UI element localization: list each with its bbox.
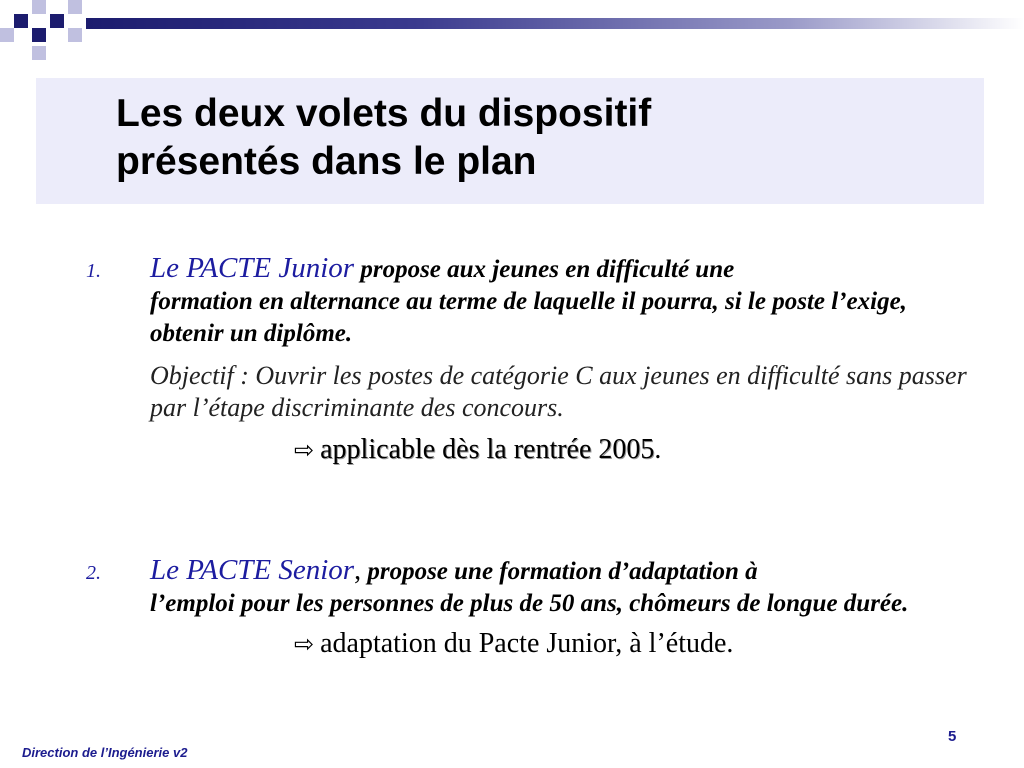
list-number: 2.	[86, 562, 101, 584]
slide-title-line-2: présentés dans le plan	[116, 140, 537, 183]
item-note-text: applicable dès la rentrée 2005	[320, 434, 655, 465]
item-note-text: adaptation du Pacte Junior, à l’étude.	[320, 628, 734, 659]
decor-square-7	[68, 28, 82, 42]
right-arrow-icon: ⇨	[294, 632, 315, 658]
decor-square-8	[32, 46, 46, 60]
right-arrow-icon: ⇨	[294, 438, 315, 464]
item-note	[294, 628, 980, 660]
page-number: 5	[948, 728, 957, 745]
item-desc-rest: l’emploi pour les personnes de plus de 50 ans, chômeurs de longue durée.	[150, 590, 909, 617]
item-desc-first: propose aux jeunes en difficulté une	[354, 256, 735, 283]
decor-square-2	[32, 0, 46, 14]
item-objective: Objectif : Ouvrir les postes de catégorie C aux jeunes en difficulté sans passer par l’étape discriminante des concours.	[150, 361, 967, 422]
decor-gradient-bar	[86, 18, 1024, 29]
item-note	[294, 434, 980, 466]
decor-square-1	[14, 14, 28, 28]
list-item-body	[150, 252, 980, 466]
decor-square-4	[68, 0, 82, 14]
item-lead: Le PACTE Junior	[150, 252, 355, 284]
item-lead-suffix: ,	[354, 555, 362, 586]
item-note-end: .	[654, 434, 662, 465]
item-lead: Le PACTE Senior	[150, 554, 355, 586]
slide-title-line-1: Les deux volets du dispositif	[116, 92, 652, 135]
item-desc-rest: formation en alternance au terme de laquelle il pourra, si le poste l’exige, obtenir un diplôme.	[150, 288, 907, 347]
item-desc-first: propose une formation d’adaptation à	[361, 558, 758, 585]
decor-square-3	[50, 14, 64, 28]
decor-square-5	[0, 28, 14, 42]
slide-title	[116, 90, 976, 186]
decor-square-6	[32, 28, 46, 42]
list-item-body	[150, 554, 980, 660]
list-number: 1.	[86, 260, 101, 282]
footer-department: Direction de l’Ingénierie v2	[22, 745, 188, 760]
